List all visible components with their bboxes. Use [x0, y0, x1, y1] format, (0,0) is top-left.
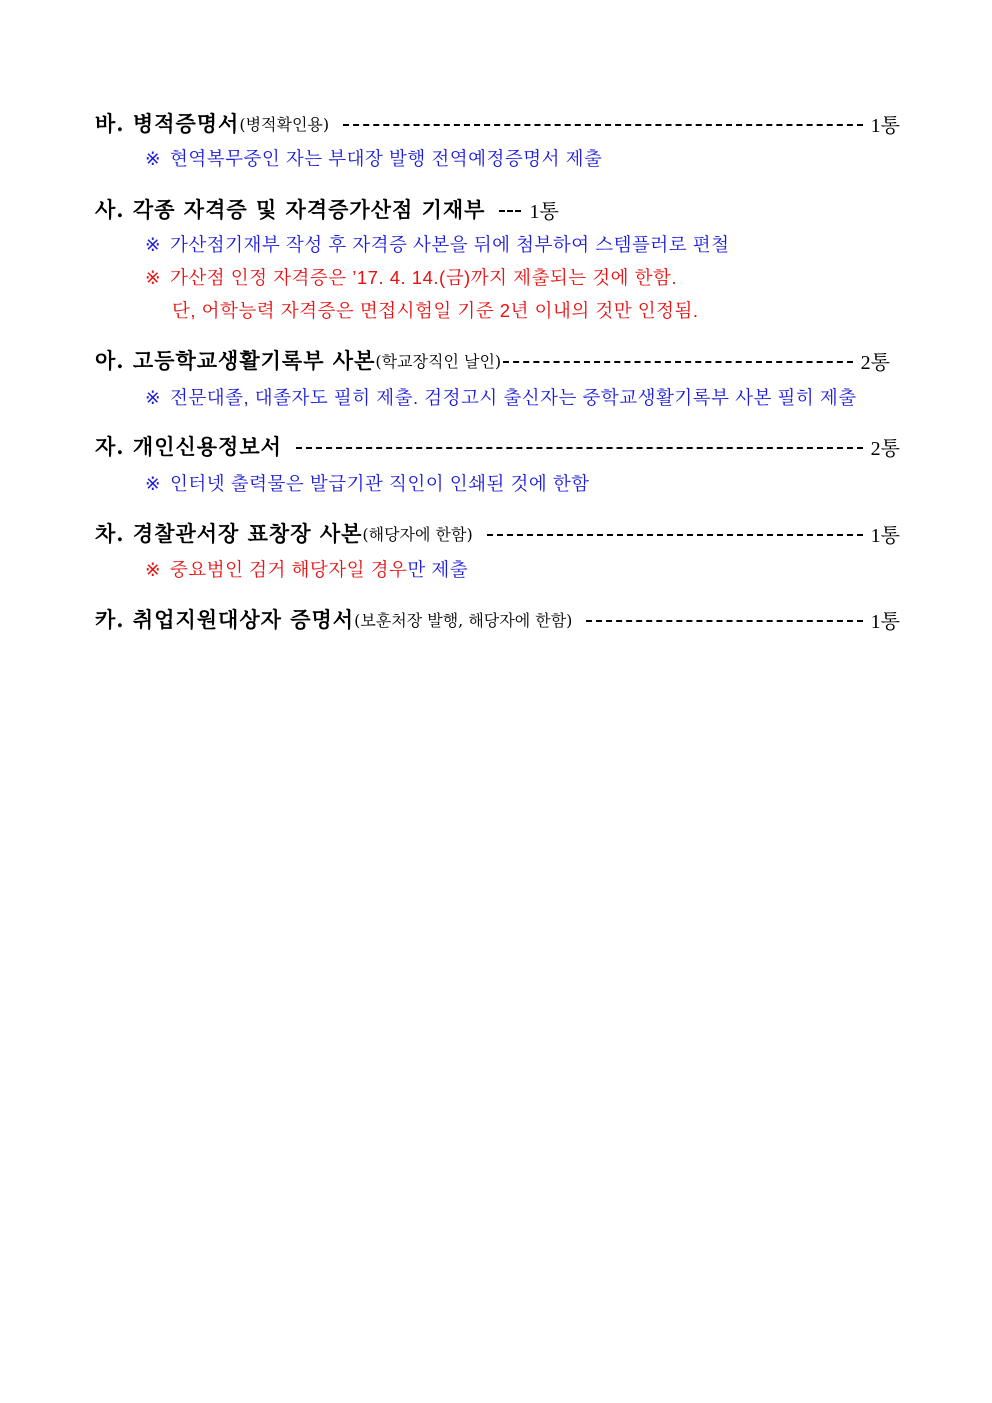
note	[145, 231, 730, 257]
item-label: 차. 경찰관서장 표창장 사본	[95, 521, 363, 546]
note	[145, 145, 602, 171]
item-count: 2통	[870, 437, 900, 460]
item-label: 카. 취업지원대상자 증명서	[95, 607, 355, 632]
item-sublabel: (병적확인용)	[239, 114, 330, 134]
item-heading-police-award	[95, 518, 900, 548]
item-sublabel: (해당자에 한함)	[362, 524, 473, 544]
item-count: 1통	[870, 114, 900, 137]
note-text: 인터넷 출력물은 발급기관 직인이 인쇄된 것에 한함	[170, 473, 590, 494]
note-text: 가산점 인정 자격증은 ’17. 4. 14.(금)까지 제출되는 것에 한함.	[170, 267, 677, 288]
note	[172, 297, 698, 323]
item-count: 1통	[870, 524, 900, 547]
note	[145, 556, 468, 582]
note	[145, 264, 677, 290]
note	[145, 470, 590, 496]
item-label: 바. 병적증명서	[95, 111, 240, 136]
note-text: 단, 어학능력 자격증은 면접시험일 기준 2년 이내의 것만 인정됨.	[172, 300, 699, 321]
item-count: 1통	[870, 610, 900, 633]
leader-dashes	[503, 361, 853, 363]
note-mark: ※	[145, 148, 162, 169]
item-heading-certificates	[95, 194, 900, 224]
note-mark: ※	[145, 234, 162, 255]
item-label: 사. 각종 자격증 및 자격증가산점 기재부	[95, 197, 486, 222]
item-label: 자. 개인신용정보서	[95, 434, 282, 459]
note-text: 전문대졸, 대졸자도 필히 제출. 검정고시 출신자는 중학교생활기록부 사본 필히 제출	[170, 387, 857, 408]
item-sublabel: (보훈처장 발행, 해당자에 한함)	[354, 610, 573, 630]
item-heading-employment-support	[95, 604, 900, 634]
note-text: 가산점기재부 작성 후 자격증 사본을 뒤에 첨부하여 스템플러로 편철	[170, 234, 730, 255]
note-text-blue: 만 제출	[407, 559, 469, 580]
leader-dashes	[296, 447, 863, 449]
item-sublabel: (학교장직인 날인)	[375, 351, 502, 371]
leader-dashes	[343, 124, 863, 126]
item-label: 아. 고등학교생활기록부 사본	[95, 348, 376, 373]
leader-dashes	[487, 534, 863, 536]
item-heading-military-record	[95, 108, 900, 138]
item-count: 2통	[860, 351, 890, 374]
note-mark: ※	[145, 267, 162, 288]
leader-dashes	[586, 620, 862, 622]
note-mark: ※	[145, 473, 162, 494]
note-mark: ※	[145, 559, 162, 580]
leader-dashes	[499, 210, 521, 212]
note-text-red: 중요범인 검거 해당자일 경우	[170, 559, 408, 580]
item-heading-school-record	[95, 345, 890, 375]
note-text: 현역복무중인 자는 부대장 발행 전역예정증명서 제출	[170, 148, 603, 169]
item-count: 1통	[529, 200, 559, 223]
item-heading-credit-info	[95, 431, 900, 461]
note	[145, 384, 857, 410]
note-mark: ※	[145, 387, 162, 408]
